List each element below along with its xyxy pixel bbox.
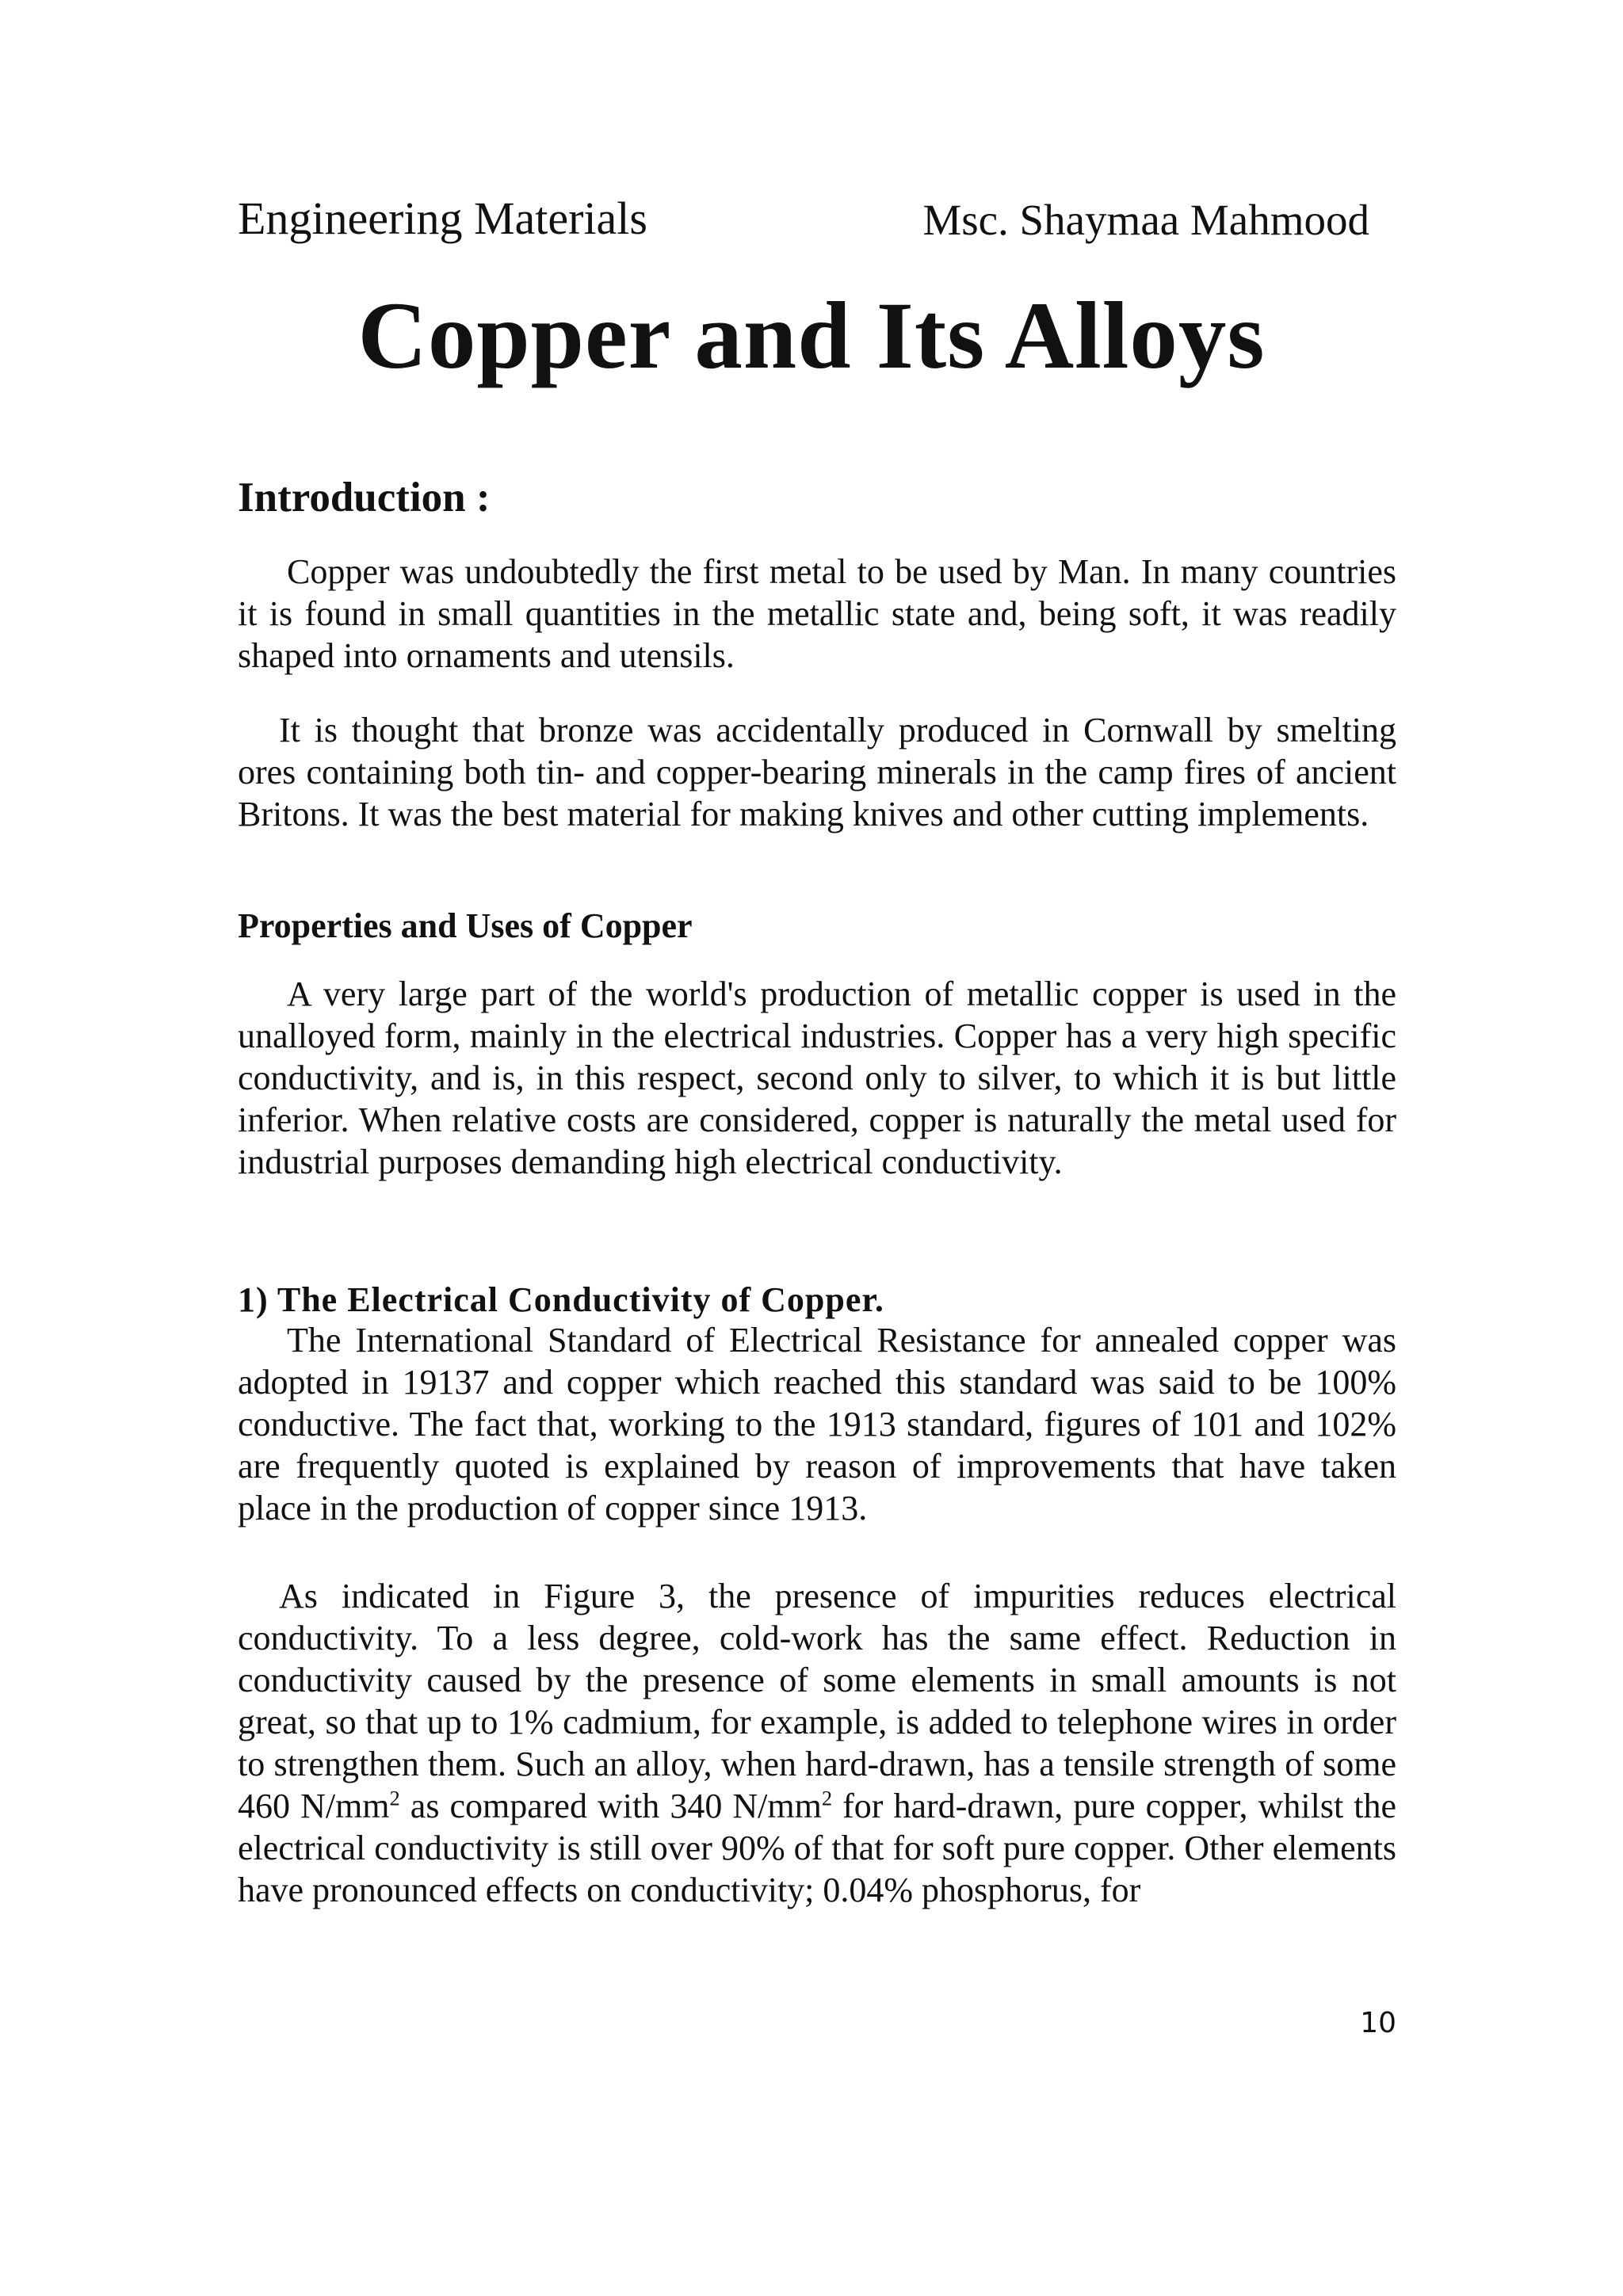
paragraph-text: as compared with 340 N/mm — [399, 1787, 822, 1825]
superscript: 2 — [821, 1786, 833, 1810]
header-course: Engineering Materials — [238, 193, 647, 244]
page-number: 10 — [1360, 2007, 1396, 2039]
paragraph-text: As indicated in Figure 3, the presence of impurities reduces electrical conductivity. To a less degree, cold-work has the same effect. Reduction in conductivity caused by the presence of some elements in small amounts is not great, so that up to 1% cadmium, for example, is added to telephone wires in order to strengthen them. Such an alloy, when hard-drawn, has a tensile strength of some 460 N/mm — [238, 1577, 1396, 1825]
properties-paragraph: A very large part of the world's production of metallic copper is used in the unalloyed form, mainly in the electrical industries. Copper has a very high specific conductivity, and is, in this respect, second only to silver, to which it is but little inferior. When relative costs are considered, copper is naturally the metal used for industrial purposes demanding high electrical conductivity. — [238, 974, 1396, 1181]
document-title: Copper and Its Alloys — [357, 283, 1266, 389]
paragraph-text: for hard-drawn, pure copper, whilst the electrical conductivity is still over 90% of that for soft pure copper. Other elements have pronounced effects on conductivity; 0.04% phosphorus, for — [238, 1787, 1396, 1909]
header-author: Msc. Shaymaa Mahmood — [922, 196, 1369, 244]
introduction-paragraph-2: It is thought that bronze was accidentally produced in Cornwall by smelting ores containing both tin- and copper-bearing minerals in the camp fires of ancient Britons. It was the best material for making knives and other cutting implements. — [238, 711, 1396, 833]
introduction-heading: Introduction : — [238, 475, 491, 521]
properties-heading: Properties and Uses of Copper — [238, 906, 693, 945]
section-1-paragraph-2 — [238, 1575, 1396, 1911]
superscript: 2 — [389, 1786, 400, 1810]
section-1-heading: 1) The Electrical Conductivity of Copper. — [238, 1280, 884, 1319]
section-1-paragraph-1: The International Standard of Electrical Resistance for annealed copper was adopted in 19137 and copper which reached this standard was said to be 100% conductive. The fact that, working to the 1913 standard, figures of 101 and 102% are frequently quoted is explained by reason of improvements that have taken place in the production of copper since 1913. — [238, 1321, 1396, 1527]
introduction-paragraph-1: Copper was undoubtedly the first metal to be used by Man. In many countries it is found in small quantities in the metallic state and, being soft, it was readily shaped into ornaments and utensils. — [238, 552, 1396, 675]
